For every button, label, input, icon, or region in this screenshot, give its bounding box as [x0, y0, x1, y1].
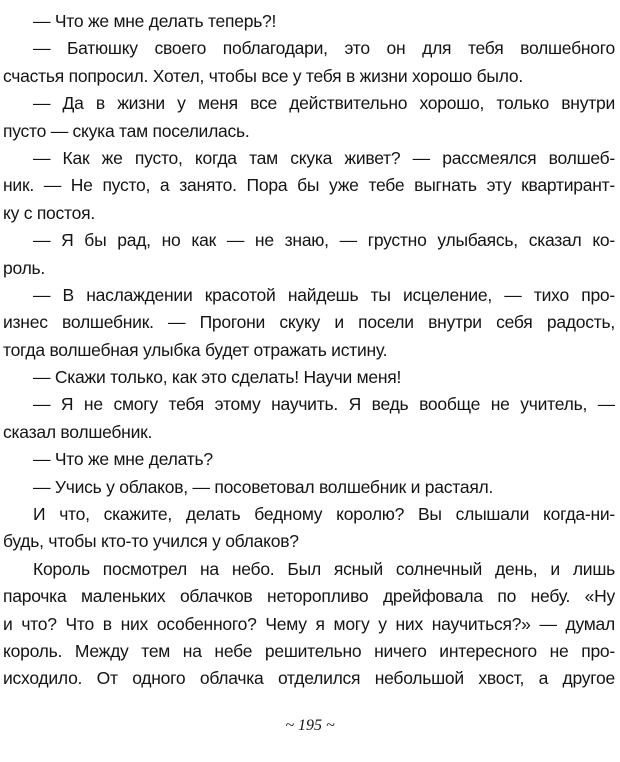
text-line: — Я бы рад, но как — не знаю, — грустно улыбаясь, сказал ко-	[33, 230, 615, 251]
text-line: парочка маленьких облачков неторопливо дрейфовала по небу. «Ну	[3, 586, 615, 607]
text-line: будь, чтобы кто-то учился у облаков?	[3, 531, 299, 552]
page-number: ~ 195 ~	[285, 717, 335, 734]
text-line: — Что же мне делать?	[33, 449, 213, 470]
text-line: — В наслаждении красотой найдешь ты исцеление, — тихо про-	[33, 284, 615, 305]
text-line: — Я не смогу тебя этому научить. Я ведь вообще не учитель, —	[33, 394, 615, 415]
text-line: Король посмотрел на небо. Был ясный солнечный день, и лишь	[33, 558, 615, 579]
text-line: ник. — Не пусто, а занято. Пора бы уже тебе выгнать эту квартирант-	[3, 175, 615, 196]
text-line: пусто — скука там поселилась.	[3, 120, 250, 141]
text-line: роль.	[3, 257, 46, 278]
body-text	[3, 8, 615, 693]
text-line: — Что же мне делать теперь?!	[33, 11, 277, 31]
text-line: король. Между тем на небе решительно ничего интересного не про-	[3, 640, 615, 661]
text-line: ку с постоя.	[3, 202, 95, 223]
text-line: сказал волшебник.	[3, 421, 153, 442]
text-line: — Да в жизни у меня все действительно хорошо, только внутри	[33, 93, 615, 114]
text-line: и что? Что в них особенного? Чему я могу у них научиться?» — думал	[3, 613, 615, 634]
text-line: тогда волшебная улыбка будет отражать истину.	[3, 339, 388, 360]
text-line: счастья попросил. Хотел, чтобы все у тебя в жизни хорошо было.	[3, 65, 523, 86]
text-line: — Как же пусто, когда там скука живет? — рассмеялся волшеб-	[33, 147, 615, 168]
text-line: — Скажи только, как это сделать! Научи меня!	[33, 367, 402, 388]
text-line: И что, скажите, делать бедному королю? Вы слышали когда-ни-	[33, 504, 615, 525]
text-line: — Батюшку своего поблагодари, это он для тебя волшебного	[33, 38, 615, 59]
text-line: — Учись у облаков, — посоветовал волшебник и растаял.	[33, 476, 494, 497]
text-line: исходило. От одного облачка отделился небольшой хвост, а другое	[3, 668, 615, 689]
text-line: изнес волшебник. — Прогони скуку и посели внутри себя радость,	[3, 312, 615, 333]
